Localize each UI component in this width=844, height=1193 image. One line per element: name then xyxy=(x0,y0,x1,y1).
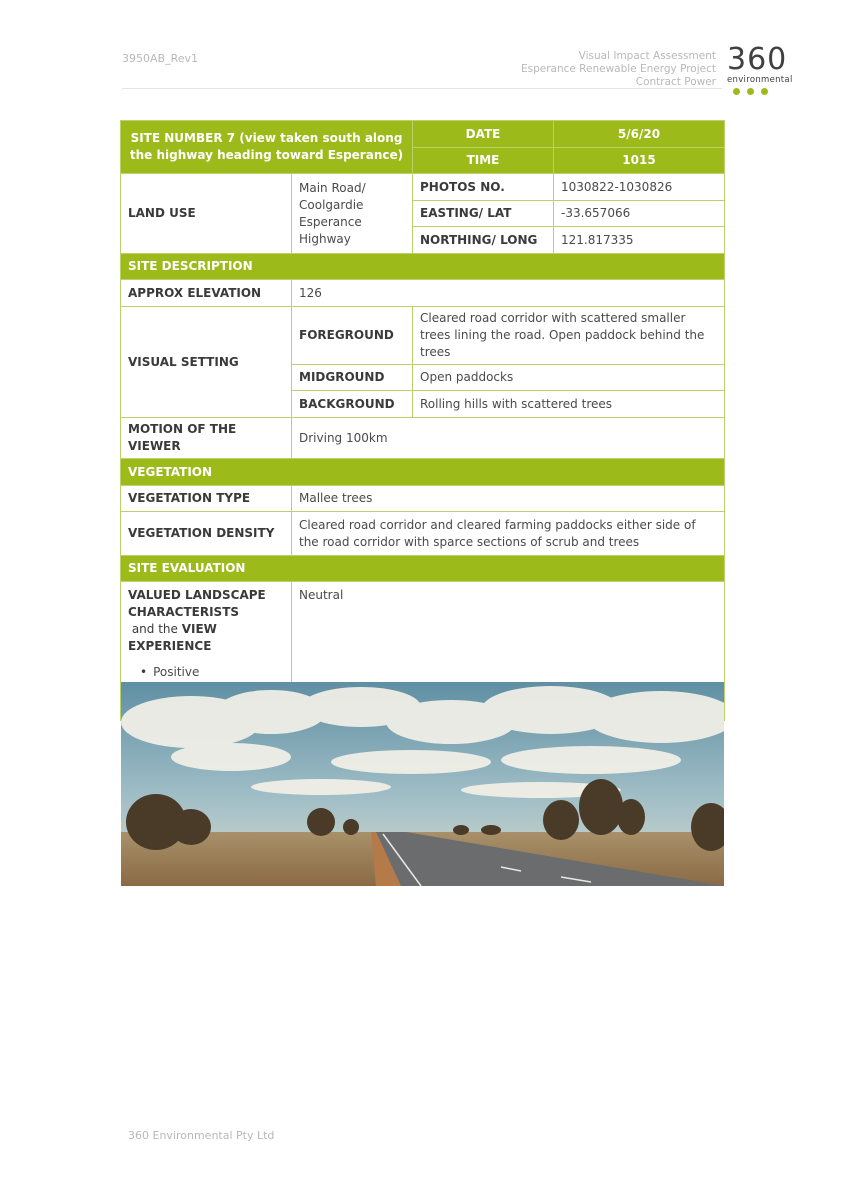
logo-word: environmental xyxy=(727,75,793,85)
valued-joiner: and the xyxy=(128,622,182,636)
site-assessment-table xyxy=(120,120,725,721)
valued-landscape-label: VALUED LANDSCAPE CHARACTERISTS xyxy=(128,588,266,619)
date-value: 5/6/20 xyxy=(554,121,725,148)
foreground-label: FOREGROUND xyxy=(292,307,413,365)
easting-value: -33.657066 xyxy=(554,201,725,227)
foreground-value: Cleared road corridor with scattered smaller trees lining the road. Open paddock behind the trees xyxy=(413,307,725,365)
background-value: Rolling hills with scattered trees xyxy=(413,391,725,418)
photos-value: 1030822-1030826 xyxy=(554,174,725,201)
site-photo xyxy=(121,682,724,886)
vegetation-type-label: VEGETATION TYPE xyxy=(121,486,292,512)
easting-label: EASTING/ LAT xyxy=(413,201,554,227)
client-name: Contract Power xyxy=(635,76,716,88)
vegetation-density-label: VEGETATION DENSITY xyxy=(121,512,292,556)
motion-label: MOTION OF THE VIEWER xyxy=(121,418,292,459)
logo-dots-icon xyxy=(733,88,805,95)
vegetation-type-value: Mallee trees xyxy=(292,486,725,512)
vegetation-density-value: Cleared road corridor and cleared farming paddocks either side of the road corridor with sparce sections of scrub and trees xyxy=(292,512,725,556)
footer-company: 360 Environmental Pty Ltd xyxy=(128,1129,275,1142)
vegetation-header: VEGETATION xyxy=(121,459,725,486)
site-evaluation-header: SITE EVALUATION xyxy=(121,556,725,582)
logo-number: 360 xyxy=(727,42,788,77)
date-label: DATE xyxy=(413,121,554,148)
view-experience-label: VIEW EXPERIENCE xyxy=(128,622,217,653)
time-label: TIME xyxy=(413,148,554,174)
midground-value: Open paddocks xyxy=(413,365,725,391)
report-title: Visual Impact Assessment xyxy=(578,50,716,62)
header-divider xyxy=(122,88,722,89)
motion-value: Driving 100km xyxy=(292,418,725,459)
land-use-label: LAND USE xyxy=(121,174,292,254)
highway-landscape-photo xyxy=(121,682,724,886)
elevation-value: 126 xyxy=(292,280,725,307)
evaluation-value-text: Neutral xyxy=(299,588,344,602)
company-logo xyxy=(727,42,805,95)
project-name: Esperance Renewable Energy Project xyxy=(520,63,716,75)
photos-label: PHOTOS NO. xyxy=(413,174,554,201)
site-title: SITE NUMBER 7 (view taken south along the highway heading toward Esperance) xyxy=(121,121,413,174)
background-label: BACKGROUND xyxy=(292,391,413,418)
northing-label: NORTHING/ LONG xyxy=(413,227,554,254)
elevation-label: APPROX ELEVATION xyxy=(121,280,292,307)
document-id: 3950AB_Rev1 xyxy=(122,52,198,65)
report-header xyxy=(521,50,716,89)
site-description-header: SITE DESCRIPTION xyxy=(121,254,725,280)
visual-setting-label: VISUAL SETTING xyxy=(121,307,292,418)
land-use-value: Main Road/ Coolgardie Esperance Highway xyxy=(292,174,413,254)
option-positive: • Positive xyxy=(140,663,284,681)
midground-label: MIDGROUND xyxy=(292,365,413,391)
northing-value: 121.817335 xyxy=(554,227,725,254)
time-value: 1015 xyxy=(554,148,725,174)
